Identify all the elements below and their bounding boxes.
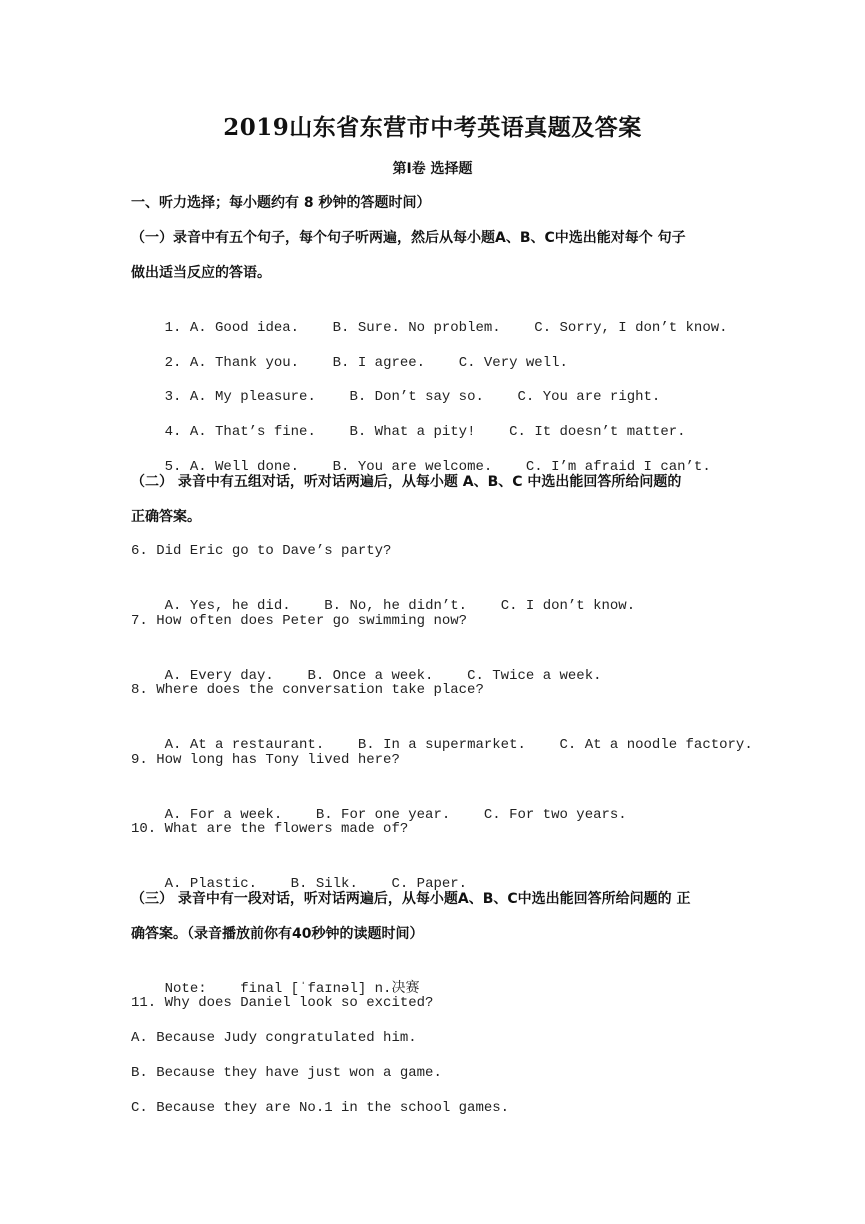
- question-10-text: 10. What are the flowers made of?: [131, 821, 409, 837]
- option-a: A. Good idea.: [189, 320, 300, 336]
- note-label: Note:: [164, 981, 207, 997]
- question-6-text: 6. Did Eric go to Dave’s party?: [131, 543, 392, 559]
- section1-heading: 一、听力选择；每小题约有 8 秒钟的答题时间）: [131, 195, 431, 211]
- option-a: A. Well done.: [189, 459, 300, 475]
- option-a: A. My pleasure.: [189, 389, 316, 405]
- option-c: C. Sorry, I don’t know.: [534, 320, 728, 336]
- option-c: C. At a noodle factory.: [559, 737, 753, 753]
- option-b: B. I agree.: [332, 355, 426, 371]
- part2-instruction-line2: 正确答案。: [131, 509, 201, 525]
- part3-instruction-line1: （三） 录音中有一段对话，听对话两遍后，从每小题A、B、C中选出能回答所给问题的 正: [131, 891, 691, 907]
- option-c: C. It doesn’t matter.: [509, 424, 686, 440]
- option-b: B. Silk.: [290, 876, 358, 892]
- option-b: B. Once a week.: [307, 668, 434, 684]
- option-b: B. No, he didn’t.: [324, 598, 468, 614]
- option-b: B. In a supermarket.: [357, 737, 526, 753]
- option-b: B. For one year.: [315, 807, 451, 823]
- question-9-text: 9. How long has Tony lived here?: [131, 752, 400, 768]
- option-b: B. Don’t say so.: [349, 389, 484, 405]
- part-title: 第Ⅰ卷 选择题: [392, 161, 473, 177]
- question-number: 1.: [164, 320, 182, 336]
- option-a: A. Plastic.: [164, 876, 258, 892]
- option-b: B. What a pity!: [349, 424, 476, 440]
- question-number: 5.: [164, 459, 182, 475]
- option-a: A. For a week.: [164, 807, 283, 823]
- part1-instruction-line2: 做出适当反应的答语。: [131, 265, 271, 281]
- part3-instruction-line2: 确答案。（录音播放前你有40秒钟的读题时间）: [131, 926, 424, 942]
- document-title: 2019山东省东营市中考英语真题及答案: [223, 114, 642, 141]
- question-11-option-a: A. Because Judy congratulated him.: [131, 1030, 417, 1046]
- option-a: A. Thank you.: [189, 355, 300, 371]
- question-11-option-b: B. Because they have just won a game.: [131, 1065, 442, 1081]
- question-number: 4.: [164, 424, 182, 440]
- option-c: C. Twice a week.: [467, 668, 602, 684]
- option-b: B. Sure. No problem.: [332, 320, 501, 336]
- option-c: C. For two years.: [483, 807, 627, 823]
- part2-instruction-line1: （二） 录音中有五组对话，听对话两遍后，从每小题 A、B、C 中选出能回答所给问题的: [131, 474, 682, 490]
- option-b: B. You are welcome.: [332, 459, 493, 475]
- question-8-text: 8. Where does the conversation take place?: [131, 682, 484, 698]
- question-11-text: 11. Why does Daniel look so excited?: [131, 995, 434, 1011]
- option-c: C. Paper.: [391, 876, 468, 892]
- option-c: C. I don’t know.: [500, 598, 636, 614]
- part1-instruction-line1: （一）录音中有五个句子，每个句子听两遍，然后从每小题A、B、C中选出能对每个 句子: [131, 230, 686, 246]
- option-a: A. That’s fine.: [189, 424, 316, 440]
- option-c: C. You are right.: [517, 389, 661, 405]
- question-number: 2.: [164, 355, 182, 371]
- option-a: A. At a restaurant.: [164, 737, 325, 753]
- option-a: A. Every day.: [164, 668, 274, 684]
- question-number: 3.: [164, 389, 182, 405]
- option-a: A. Yes, he did.: [164, 598, 291, 614]
- question-7-text: 7. How often does Peter go swimming now?: [131, 613, 468, 629]
- note-text: final [ˈfaɪnəl] n.决赛: [240, 981, 420, 997]
- option-c: C. I’m afraid I can’t.: [525, 459, 711, 475]
- option-c: C. Very well.: [458, 355, 568, 371]
- question-11-option-c: C. Because they are No.1 in the school games.: [131, 1100, 510, 1116]
